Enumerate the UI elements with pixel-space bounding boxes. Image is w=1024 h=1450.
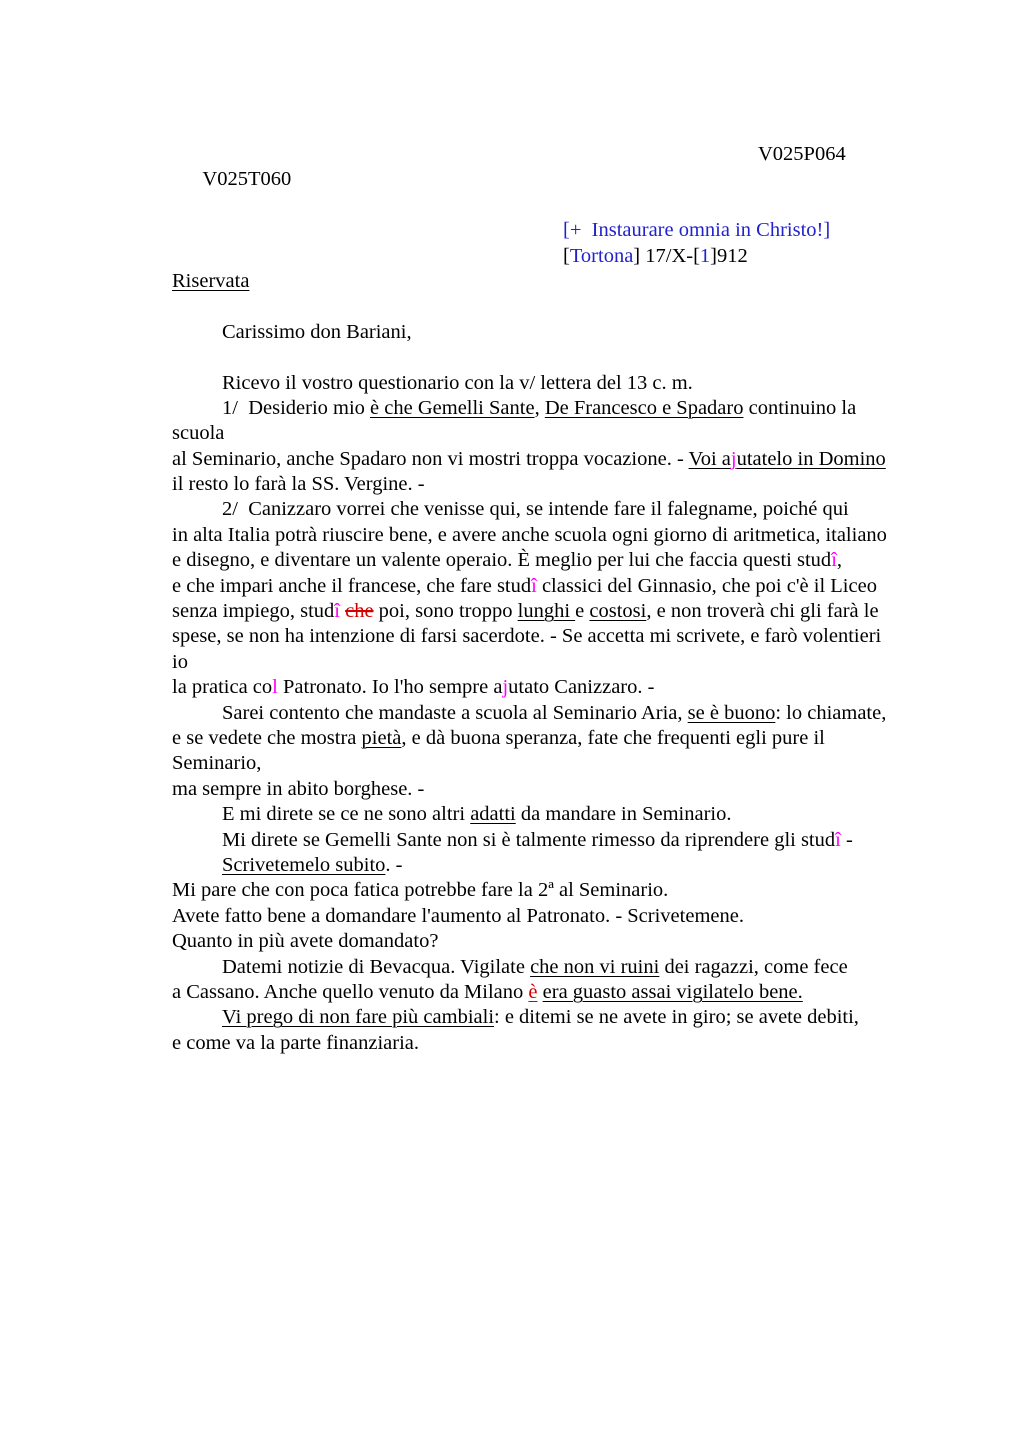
text-line	[172, 269, 952, 294]
text-segment: Avete fatto bene a domandare l'aumento al Patronato. - Scrivetemene.	[172, 904, 744, 927]
text-line	[172, 955, 952, 980]
text-line	[172, 675, 952, 700]
text-line	[172, 472, 952, 497]
text-line	[172, 574, 952, 599]
text-line	[172, 548, 952, 573]
text-segment: e come va la parte finanziaria.	[172, 1031, 419, 1054]
text-segment: Sarei contento che mandaste a scuola al Seminario Aria,	[222, 701, 688, 724]
text-line	[172, 218, 952, 243]
text-line	[172, 320, 952, 345]
header-row	[172, 142, 952, 191]
text-segment: Mi direte se Gemelli Sante non si è talmente rimesso da riprendere gli stud	[222, 828, 836, 851]
text-segment: 1	[699, 244, 711, 267]
text-segment: . -	[385, 853, 403, 876]
text-line	[172, 853, 952, 878]
text-segment: continuino la	[743, 396, 857, 419]
text-segment: lunghi	[517, 600, 576, 623]
text-segment: a Cassano. Anche quello venuto da Milano	[172, 980, 529, 1003]
text-line	[172, 599, 952, 624]
text-segment: utatelo in Domino	[736, 447, 886, 470]
text-segment: era guasto assai vigilatelo bene.	[542, 980, 803, 1003]
text-segment: ,	[836, 549, 843, 572]
text-line	[172, 523, 952, 548]
text-segment: E mi direte se ce ne sono altri	[222, 803, 471, 826]
text-line	[172, 980, 952, 1005]
text-segment: è	[528, 980, 538, 1003]
text-segment: pietà	[361, 726, 402, 749]
text-segment: ]912	[710, 244, 748, 267]
text-segment: Ricevo il vostro questionario con la v/ lettera del 13 c. m.	[222, 371, 693, 394]
text-line	[172, 193, 952, 218]
letter-content	[172, 142, 952, 1056]
text-line	[172, 421, 952, 446]
text-segment: e	[575, 600, 590, 623]
text-segment: Carissimo don Bariani,	[222, 320, 412, 343]
text-segment: che	[345, 600, 374, 623]
text-segment: al Seminario, anche Spadaro non vi mostri troppa vocazione. -	[172, 447, 689, 470]
text-line	[172, 828, 952, 853]
text-line	[172, 929, 952, 954]
text-segment: Datemi notizie di Bevacqua. Vigilate	[222, 955, 531, 978]
text-segment: senza impiego, stud	[172, 600, 335, 623]
text-segment: Seminario,	[172, 752, 262, 775]
text-line	[172, 497, 952, 522]
archive-code-right: V025P064	[758, 143, 846, 165]
text-segment: costosi	[589, 600, 647, 623]
text-segment: scuola	[172, 422, 225, 445]
text-segment: j	[502, 676, 509, 699]
text-line	[172, 777, 952, 802]
text-segment: è che Gemelli Sante	[370, 396, 535, 419]
text-line	[172, 904, 952, 929]
text-segment: 1/ Desiderio mio	[222, 396, 371, 419]
text-segment: classici del Ginnasio, che poi c'è il Liceo	[536, 574, 877, 597]
text-line	[172, 396, 952, 421]
text-segment: : lo chiamate,	[775, 701, 887, 724]
text-segment: , e non troverà chi gli farà le	[646, 600, 879, 623]
text-line	[172, 1031, 952, 1056]
text-segment: Patronato. Io l'ho sempre a	[277, 676, 503, 699]
text-segment: ,	[534, 396, 545, 419]
text-segment: Scrivetemelo subito	[222, 853, 386, 876]
text-segment: io	[172, 650, 188, 673]
text-line	[172, 624, 952, 649]
text-line	[172, 650, 952, 675]
text-segment: î	[531, 574, 537, 597]
text-segment: da mandare in Seminario.	[515, 803, 732, 826]
text-line	[172, 726, 952, 751]
text-segment: î	[334, 600, 340, 623]
text-segment: dei ragazzi, come fece	[659, 955, 848, 978]
text-line	[172, 447, 952, 472]
text-segment: Riservata	[172, 269, 250, 292]
text-segment: in alta Italia potrà riuscire bene, e avere anche scuola ogni giorno di aritmetica, italiano	[172, 523, 887, 546]
text-segment: poi, sono troppo	[373, 600, 518, 623]
text-segment: adatti	[470, 803, 516, 826]
text-segment: , e dà buona speranza, fate che frequenti egli pure il	[401, 726, 825, 749]
text-line	[172, 751, 952, 776]
text-segment: Vi prego di non fare più cambiali	[222, 1006, 495, 1029]
text-segment: ma sempre in abito borghese. -	[172, 777, 425, 800]
text-line	[172, 1005, 952, 1030]
text-segment: : e ditemi se ne avete in giro; se avete debiti,	[494, 1006, 859, 1029]
text-segment: 2/ Canizzaro vorrei che venisse qui, se intende fare il falegname, poiché qui	[222, 498, 849, 521]
text-line	[172, 244, 952, 269]
text-line	[172, 701, 952, 726]
text-segment: Quanto in più avete domandato?	[172, 930, 439, 953]
text-segment: e che impari anche il francese, che fare stud	[172, 574, 532, 597]
text-segment: e se vedete che mostra	[172, 726, 362, 749]
text-segment: utato Canizzaro. -	[508, 676, 655, 699]
text-segment: ] 17/X-[	[633, 244, 700, 267]
text-segment: [+ Instaurare omnia in Christo!]	[563, 219, 831, 242]
text-segment: Voi a	[688, 447, 731, 470]
text-segment: il resto lo farà la SS. Vergine. -	[172, 473, 425, 496]
text-segment: î	[835, 828, 841, 851]
text-segment: se è buono	[687, 701, 776, 724]
text-segment: [	[563, 244, 570, 267]
text-line	[172, 294, 952, 319]
text-segment: -	[840, 828, 853, 851]
text-line	[172, 371, 952, 396]
text-line	[172, 878, 952, 903]
text-line	[172, 345, 952, 370]
text-segment: l	[272, 676, 278, 699]
archive-code-left: V025T060	[202, 168, 292, 191]
text-line	[172, 167, 952, 192]
letter-body	[172, 167, 952, 1056]
text-segment: j	[730, 447, 737, 470]
text-segment: e disegno, e diventare un valente operaio. È meglio per lui che faccia questi stud	[172, 549, 832, 572]
text-segment: De Francesco e Spadaro	[544, 396, 744, 419]
text-segment: î	[831, 549, 837, 572]
text-segment: Tortona	[569, 244, 634, 267]
text-line	[172, 802, 952, 827]
text-segment: che non vi ruini	[530, 955, 660, 978]
text-segment: spese, se non ha intenzione di farsi sacerdote. - Se accetta mi scrivete, e farò volentieri	[172, 625, 882, 648]
text-segment: la pratica co	[172, 676, 273, 699]
text-segment: Mi pare che con poca fatica potrebbe fare la 2ª al Seminario.	[172, 879, 669, 902]
